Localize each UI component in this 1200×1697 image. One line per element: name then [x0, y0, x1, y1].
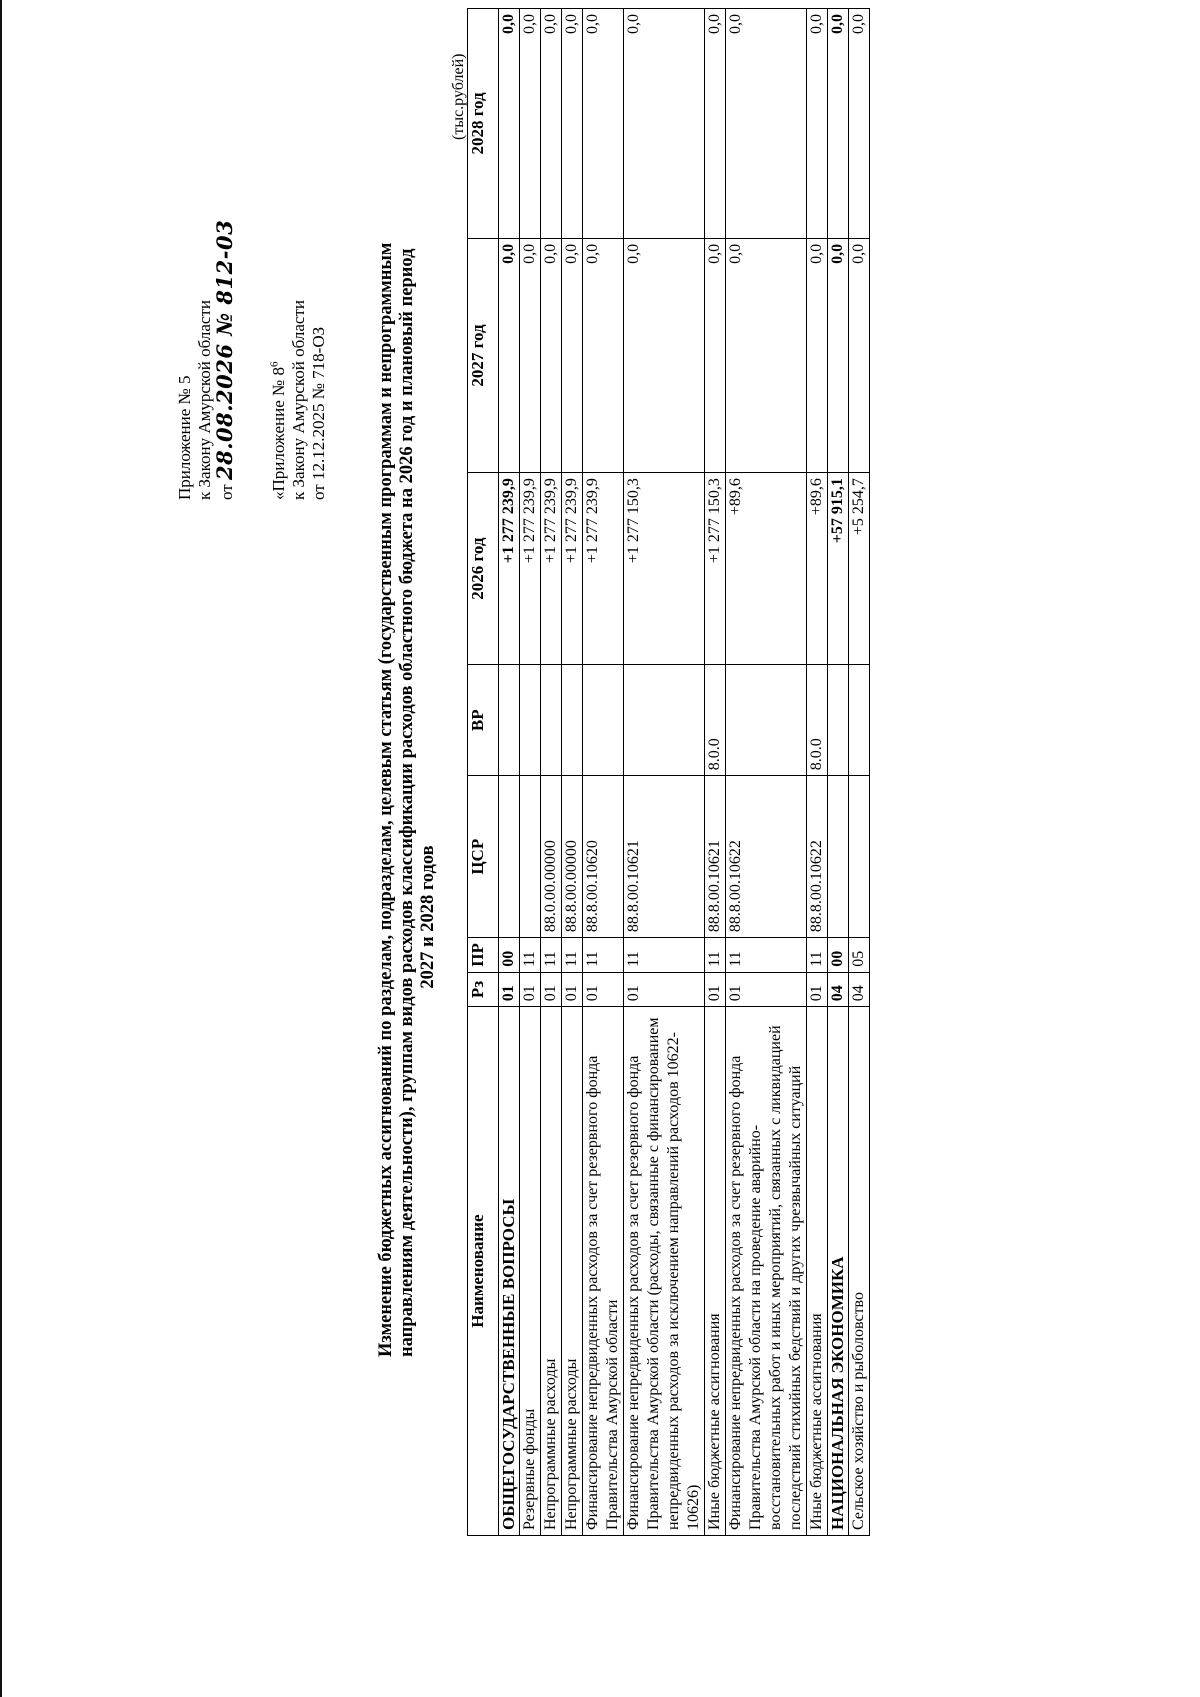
- cell-2028: 0,0: [583, 9, 624, 239]
- cell-2026: +1 277 239,9: [583, 473, 624, 665]
- table-row: [849, 9, 870, 1536]
- cell-pr: 11: [624, 938, 705, 973]
- table-header-row: [468, 9, 499, 1536]
- table-row: [828, 9, 849, 1536]
- cell-2028: 0,0: [562, 9, 583, 239]
- cell-vr: [828, 665, 849, 776]
- cell-name: Финансирование непредвиденных расходов за счет резервного фонда Правительства Амурской области (расходы, связанные с финансированием непредвиденных расходов за исключением направлений расходов 10622-10626): [624, 1007, 705, 1536]
- cell-csr: [849, 776, 870, 938]
- cell-2027: 0,0: [499, 238, 520, 472]
- table-row: [520, 9, 541, 1536]
- cell-2028: 0,0: [726, 9, 807, 239]
- table-row: [705, 9, 726, 1536]
- cell-csr: 88.8.00.10620: [583, 776, 624, 938]
- cell-2028: 0,0: [849, 9, 870, 239]
- cell-vr: [624, 665, 705, 776]
- cell-name: Иные бюджетные ассигнования: [807, 1007, 828, 1536]
- cell-pr: 11: [541, 938, 562, 973]
- cell-2026: +1 277 239,9: [499, 473, 520, 665]
- cell-rz: 04: [849, 972, 870, 1007]
- title-line-2: направлениям деятельности), группам видов расходов классификации расходов областного бюджета на 2026 год и плановый период: [397, 248, 417, 1357]
- cell-csr: 88.8.00.10621: [624, 776, 705, 938]
- cell-csr: 88.8.00.10621: [705, 776, 726, 938]
- header-csr: ЦСР: [468, 776, 499, 938]
- cell-name: Резервные фонды: [520, 1007, 541, 1536]
- cell-rz: 01: [705, 972, 726, 1007]
- cell-name: НАЦИОНАЛЬНАЯ ЭКОНОМИКА: [828, 1007, 849, 1536]
- cell-vr: [726, 665, 807, 776]
- cell-2027: 0,0: [624, 238, 705, 472]
- cell-rz: 04: [828, 972, 849, 1007]
- cell-vr: 8.0.0: [705, 665, 726, 776]
- units-label: (тыс.рублей): [450, 53, 467, 140]
- cell-pr: 11: [583, 938, 624, 973]
- cell-name: ОБЩЕГОСУДАРСТВЕННЫЕ ВОПРОСЫ: [499, 1007, 520, 1536]
- cell-rz: 01: [726, 972, 807, 1007]
- appendix-line: от 12.12.2025 № 718-ОЗ: [309, 326, 328, 500]
- appendix-line: к Закону Амурской области: [195, 300, 214, 500]
- cell-2027: 0,0: [520, 238, 541, 472]
- table-row: [726, 9, 807, 1536]
- cell-name: Сельское хозяйство и рыболовство: [849, 1007, 870, 1536]
- appendix-line: к Закону Амурской области: [289, 300, 308, 500]
- cell-pr: 05: [849, 938, 870, 973]
- cell-pr: 11: [520, 938, 541, 973]
- header-2027: 2027 год: [468, 238, 499, 472]
- cell-name: Иные бюджетные ассигнования: [705, 1007, 726, 1536]
- cell-vr: [583, 665, 624, 776]
- cell-csr: [520, 776, 541, 938]
- cell-pr: 11: [807, 938, 828, 973]
- appendix-number-sup: 6: [268, 361, 281, 368]
- cell-2028: 0,0: [828, 9, 849, 239]
- table-row: [541, 9, 562, 1536]
- cell-csr: [828, 776, 849, 938]
- cell-name: Финансирование непредвиденных расходов за счет резервного фонда Правительства Амурской области на проведение аварийно-восстановительных работ и иных мероприятий, связанных с ликвидацией последствий стихийных бедствий и других чрезвычайных ситуаций: [726, 1007, 807, 1536]
- header-rz: Рз: [468, 972, 499, 1007]
- cell-rz: 01: [541, 972, 562, 1007]
- table-row: [583, 9, 624, 1536]
- cell-pr: 11: [726, 938, 807, 973]
- cell-csr: 88.0.00.00000: [541, 776, 562, 938]
- header-2028: 2028 год: [468, 9, 499, 239]
- cell-2026: +1 277 239,9: [520, 473, 541, 665]
- cell-pr: 00: [499, 938, 520, 973]
- cell-2026: +5 254,7: [849, 473, 870, 665]
- title-line-1: Изменение бюджетных ассигнований по разделам, подразделам, целевым статьям (государственным программам и непрограммным: [376, 242, 396, 1357]
- cell-2026: +1 277 150,3: [624, 473, 705, 665]
- cell-vr: [562, 665, 583, 776]
- cell-2027: 0,0: [726, 238, 807, 472]
- header-vr: ВР: [468, 665, 499, 776]
- cell-2027: 0,0: [562, 238, 583, 472]
- appendix-line: [269, 40, 289, 500]
- cell-rz: 01: [807, 972, 828, 1007]
- cell-vr: [520, 665, 541, 776]
- cell-name: Финансирование непредвиденных расходов за счет резервного фонда Правительства Амурской области: [583, 1007, 624, 1536]
- cell-vr: [499, 665, 520, 776]
- table-row: [807, 9, 828, 1536]
- appendix-header: [175, 40, 329, 500]
- cell-name: Непрограммные расходы: [562, 1007, 583, 1536]
- title-line-3: 2027 и 2028 годов: [418, 845, 438, 989]
- cell-2028: 0,0: [624, 9, 705, 239]
- cell-2026: +1 277 150,3: [705, 473, 726, 665]
- cell-2027: 0,0: [828, 238, 849, 472]
- cell-rz: 01: [520, 972, 541, 1007]
- header-pr: ПР: [468, 938, 499, 973]
- cell-2028: 0,0: [705, 9, 726, 239]
- cell-vr: [849, 665, 870, 776]
- table-body: [499, 9, 870, 1536]
- cell-csr: [499, 776, 520, 938]
- cell-2027: 0,0: [541, 238, 562, 472]
- cell-csr: 88.8.00.00000: [562, 776, 583, 938]
- cell-pr: 00: [828, 938, 849, 973]
- cell-pr: 11: [562, 938, 583, 973]
- header-2026: 2026 год: [468, 473, 499, 665]
- table-row: [562, 9, 583, 1536]
- appendix-date-prefix: от: [217, 480, 236, 500]
- cell-2026: +57 915,1: [828, 473, 849, 665]
- cell-2027: 0,0: [849, 238, 870, 472]
- cell-csr: 88.8.00.10622: [726, 776, 807, 938]
- appendix-line: Приложение № 5: [175, 375, 194, 500]
- table-row: [624, 9, 705, 1536]
- cell-vr: 8.0.0: [807, 665, 828, 776]
- cell-2028: 0,0: [807, 9, 828, 239]
- cell-2027: 0,0: [583, 238, 624, 472]
- cell-2026: +1 277 239,9: [562, 473, 583, 665]
- cell-rz: 01: [624, 972, 705, 1007]
- cell-2027: 0,0: [807, 238, 828, 472]
- appendix-number: «Приложение № 8: [269, 367, 288, 500]
- cell-name: Непрограммные расходы: [541, 1007, 562, 1536]
- cell-2026: +89,6: [726, 473, 807, 665]
- cell-2028: 0,0: [520, 9, 541, 239]
- handwritten-date-number: 28.08.2026 № 812-03: [212, 219, 237, 481]
- cell-2028: 0,0: [499, 9, 520, 239]
- cell-2026: +1 277 239,9: [541, 473, 562, 665]
- appendix-date-line: [212, 40, 237, 500]
- cell-rz: 01: [499, 972, 520, 1007]
- header-name: Наименование: [468, 1007, 499, 1536]
- cell-2026: +89,6: [807, 473, 828, 665]
- cell-csr: 88.8.00.10622: [807, 776, 828, 938]
- cell-2028: 0,0: [541, 9, 562, 239]
- cell-2027: 0,0: [705, 238, 726, 472]
- table-row: [499, 9, 520, 1536]
- cell-rz: 01: [562, 972, 583, 1007]
- cell-vr: [541, 665, 562, 776]
- document-title: [376, 127, 439, 1357]
- cell-pr: 11: [705, 938, 726, 973]
- budget-table: [467, 8, 870, 1536]
- cell-rz: 01: [583, 972, 624, 1007]
